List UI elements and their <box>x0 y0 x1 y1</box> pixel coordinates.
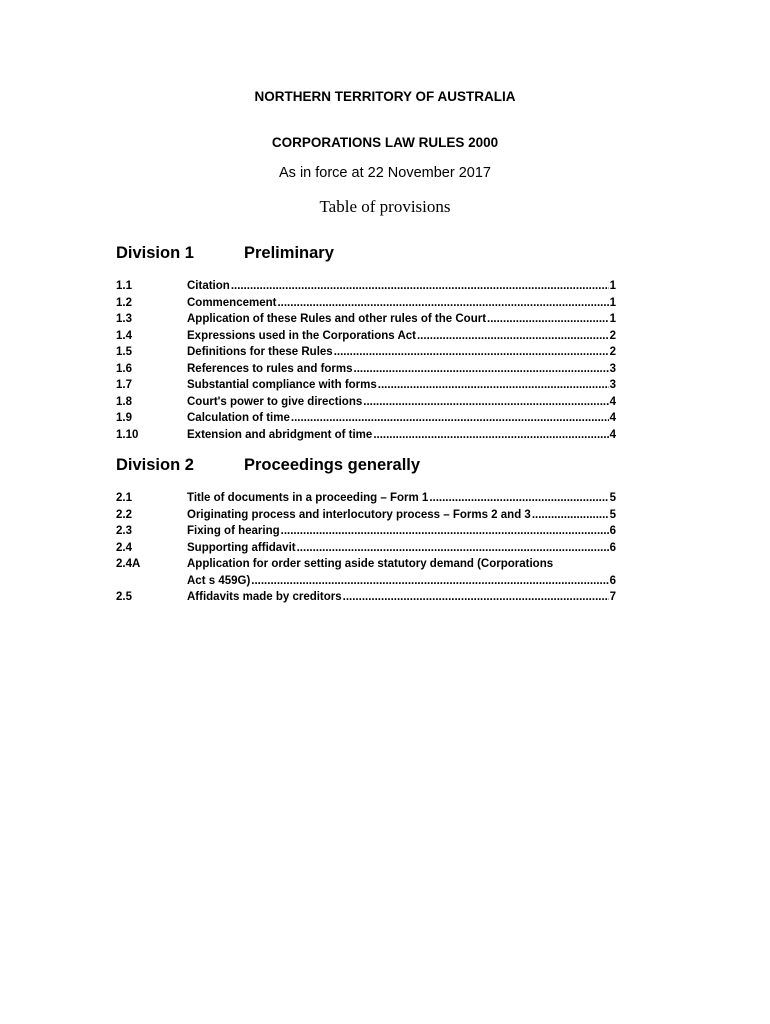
toc-entry[interactable] <box>116 589 636 606</box>
entry-title: Affidavits made by creditors <box>187 591 342 603</box>
toc-entry[interactable] <box>116 427 636 444</box>
jurisdiction-heading: NORTHERN TERRITORY OF AUSTRALIA <box>254 89 516 104</box>
toc-entry[interactable] <box>116 523 636 540</box>
toc-entry[interactable] <box>116 394 636 411</box>
division-name: Preliminary <box>244 244 334 262</box>
division-name: Proceedings generally <box>244 456 421 474</box>
entry-number: 2.1 <box>116 492 132 504</box>
entry-title: Fixing of hearing <box>187 525 280 537</box>
entry-page: 3 <box>609 379 616 391</box>
dot-leader <box>429 490 608 507</box>
toc-entry[interactable] <box>116 278 636 295</box>
entry-title: Commencement <box>187 296 277 309</box>
entry-number: 2.4A <box>116 558 141 570</box>
toc-entry[interactable] <box>116 311 636 328</box>
division-number: Division 1 <box>116 244 194 262</box>
toc-entry[interactable] <box>116 556 636 589</box>
dot-leader <box>417 328 609 345</box>
entry-page: 6 <box>609 541 616 554</box>
toc-entry[interactable] <box>116 344 636 361</box>
entry-title: Substantial compliance with forms <box>187 379 377 391</box>
entry-number: 2.2 <box>116 508 132 521</box>
entry-number: 2.5 <box>116 591 132 603</box>
entry-page: 3 <box>609 362 616 375</box>
entry-number: 2.4 <box>116 541 132 554</box>
entry-page: 4 <box>609 412 616 424</box>
entry-title-line1: Application for order setting aside statutory demand (Corporations <box>187 558 554 570</box>
entry-page: 1 <box>609 280 616 292</box>
entry-page: 5 <box>609 508 616 521</box>
dot-leader <box>354 361 609 378</box>
dot-leader <box>378 377 609 394</box>
entry-number: 1.2 <box>116 296 132 309</box>
dot-leader <box>231 278 609 295</box>
entry-title: Court's power to give directions <box>187 395 363 408</box>
entry-number: 2.3 <box>116 525 132 537</box>
toc-heading: Table of provisions <box>319 197 451 216</box>
entry-page: 6 <box>609 574 616 587</box>
toc-entry[interactable] <box>116 410 636 427</box>
entry-page: 1 <box>609 296 616 309</box>
entry-title: References to rules and forms <box>187 362 353 375</box>
entry-title: Calculation of time <box>187 412 290 424</box>
entry-page: 4 <box>609 395 616 408</box>
division-heading <box>116 456 636 478</box>
entry-number: 1.5 <box>116 346 132 358</box>
entry-page: 4 <box>609 428 616 441</box>
entry-page: 2 <box>609 346 616 358</box>
entry-title: Definitions for these Rules <box>187 346 333 358</box>
toc-entry[interactable] <box>116 377 636 394</box>
entry-page: 2 <box>609 329 616 342</box>
entry-page: 6 <box>609 525 616 537</box>
dot-leader <box>291 410 609 427</box>
entry-title: Expressions used in the Corporations Act <box>187 329 416 342</box>
dot-leader <box>363 394 608 411</box>
toc-entry[interactable] <box>116 490 636 507</box>
dot-leader <box>281 523 609 540</box>
entry-number: 1.8 <box>116 395 132 408</box>
toc-entry[interactable] <box>116 540 636 557</box>
entry-number: 1.3 <box>116 313 132 325</box>
dot-leader <box>532 507 609 524</box>
entry-title: Title of documents in a proceeding – Form 1 <box>187 492 429 504</box>
entry-page: 1 <box>609 313 616 325</box>
toc-entry[interactable] <box>116 507 636 524</box>
entry-number: 1.10 <box>116 428 139 441</box>
dot-leader <box>297 540 609 557</box>
toc-entries <box>116 490 636 606</box>
entry-number: 1.4 <box>116 329 132 342</box>
entry-page: 5 <box>609 492 616 504</box>
dot-leader <box>277 295 608 312</box>
toc-entries <box>116 278 636 443</box>
entry-title: Act s 459G) <box>187 574 251 587</box>
toc-entry[interactable] <box>116 361 636 378</box>
entry-title: Originating process and interlocutory process – Forms 2 and 3 <box>187 508 531 521</box>
entry-page: 7 <box>609 591 616 603</box>
dot-leader <box>334 344 609 361</box>
entry-title: Application of these Rules and other rules of the Court <box>187 313 487 325</box>
dot-leader <box>343 589 609 606</box>
entry-title: Citation <box>187 280 230 292</box>
division-heading <box>116 244 636 266</box>
toc-entry[interactable] <box>116 295 636 312</box>
dot-leader <box>373 427 608 444</box>
dot-leader <box>251 573 608 590</box>
entry-number: 1.6 <box>116 362 132 375</box>
division-1 <box>116 244 636 441</box>
division-2 <box>116 456 636 603</box>
entry-number: 1.9 <box>116 412 132 424</box>
toc-entry[interactable] <box>116 328 636 345</box>
entry-number: 1.7 <box>116 379 132 391</box>
in-force-date: As in force at 22 November 2017 <box>279 165 491 181</box>
entry-title: Extension and abridgment of time <box>187 428 373 441</box>
entry-number: 1.1 <box>116 280 132 292</box>
entry-title: Supporting affidavit <box>187 541 296 554</box>
dot-leader <box>487 311 609 328</box>
document-title: CORPORATIONS LAW RULES 2000 <box>271 135 499 150</box>
division-number: Division 2 <box>116 456 194 474</box>
